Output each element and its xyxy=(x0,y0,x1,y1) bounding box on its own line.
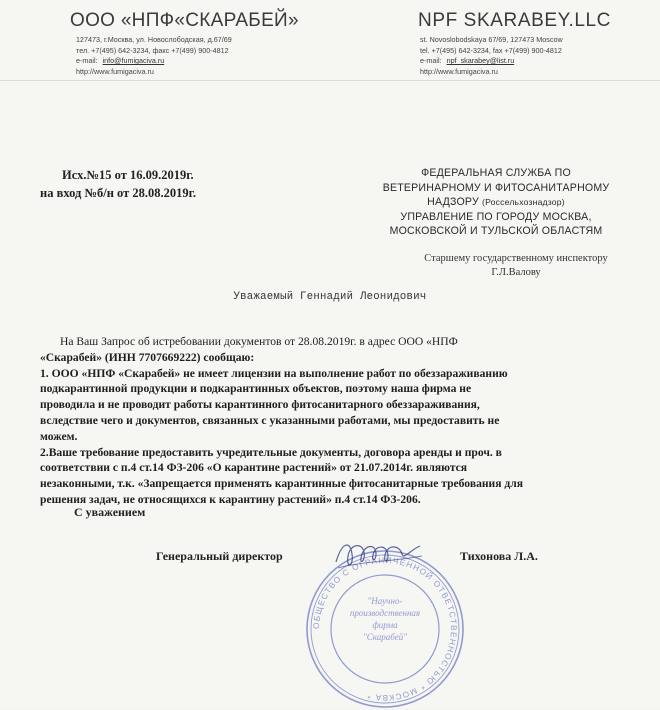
body-line: проводила и не проводит работы карантинного фитосанитарного обеззараживания, xyxy=(40,398,480,412)
attention-title: Старшему государственному инспектору xyxy=(424,253,608,264)
letterhead-en xyxy=(418,10,648,77)
email-link-en[interactable]: npf_skarabey@list.ru xyxy=(446,56,515,65)
addressee-block xyxy=(366,166,626,239)
incoming-number: на вход №б/н от 28.08.2019г. xyxy=(40,186,197,200)
attention-name: Г.Л.Валову xyxy=(491,266,541,278)
body-line: решения задач, не относящихся к карантину растений» п.4 ст.14 ФЗ-206. xyxy=(40,492,421,506)
body-line: подкарантинной продукции и подкарантинных объектов, поэтому наша фирма не xyxy=(40,382,472,396)
addressee-line: ФЕДЕРАЛЬНАЯ СЛУЖБА ПО xyxy=(421,167,571,179)
addressee-line xyxy=(366,195,626,210)
body-line: 1. ООО «НПФ «Скарабей» не имеет лицензии на выполнение работ по обеззараживанию xyxy=(40,366,508,380)
letterhead-divider xyxy=(0,80,660,81)
stamp-line: "Скарабей" xyxy=(362,632,408,642)
email-link-ru[interactable]: info@fumigaciva.ru xyxy=(102,56,165,65)
email-label-en: e-mail: xyxy=(420,56,442,65)
salutation: Уважаемый Геннадий Леонидович xyxy=(233,291,427,303)
address-ru: 127473, г.Москва, ул. Новослободская, д.67/69 xyxy=(76,35,232,44)
phone-ru: тел. +7(495) 642-3234, факс +7(499) 900-4812 xyxy=(76,45,229,55)
website-link-ru[interactable]: http://www.fumigaciva.ru xyxy=(76,66,154,76)
email-row-ru xyxy=(70,56,330,67)
letterhead-ru xyxy=(70,10,330,77)
body-line: На Ваш Запрос об истребовании документов от 28.08.2019г. в адрес ООО «НПФ xyxy=(60,335,458,348)
stamp-ring-text: ОБЩЕСТВО С ОГРАНИЧЕННОЙ ОТВЕТСТВЕННОСТЬЮ * МОСКВА * xyxy=(311,555,459,703)
addressee-line: УПРАВЛЕНИЕ ПО ГОРОДУ МОСКВА, xyxy=(400,210,592,223)
addressee-line: МОСКОВСКОЙ И ТУЛЬСКОЙ ОБЛАСТЯМ xyxy=(389,225,603,237)
stamp-line: фирма xyxy=(372,620,398,630)
addressee-line-abbr: (Россельхознадзор) xyxy=(482,197,565,207)
company-name-en: NPF SKARABEY.LLC xyxy=(418,10,611,31)
company-name-ru: ООО «НПФ«СКАРАБЕЙ» xyxy=(70,10,299,31)
stamp-line: производственная xyxy=(349,608,421,618)
email-row-en xyxy=(418,56,648,67)
phone-en: tel. +7(495) 642-3234, fax +7(499) 900-4812 xyxy=(420,45,562,55)
body-line: «Скарабей» (ИНН 7707669222) сообщаю: xyxy=(40,350,255,364)
signatory-role: Генеральный директор xyxy=(156,549,283,563)
signatory-name: Тихонова Л.А. xyxy=(460,549,538,563)
reference-block xyxy=(40,166,196,202)
address-en: st. Novoslobodskaya 67/69, 127473 Moscow xyxy=(420,35,563,44)
email-label-ru: e-mail: xyxy=(76,56,98,65)
letter-body xyxy=(40,334,625,508)
handwritten-signature xyxy=(328,532,428,580)
attention-block xyxy=(396,252,636,279)
body-line: 2.Ваше требование предоставить учредительные документы, договора аренды и проч. в xyxy=(40,445,502,459)
outgoing-number: Исх.№15 от 16.09.2019г. xyxy=(62,168,194,182)
website-link-en[interactable]: http://www.fumigaciva.ru xyxy=(420,66,498,76)
body-line: незаконными, т.к. «Запрещается применять карантинные фитосанитарные требования для xyxy=(40,477,524,491)
closing-phrase: С уважением xyxy=(74,505,146,519)
addressee-line: ВЕТЕРИНАРНОМУ И ФИТОСАНИТАРНОМУ xyxy=(382,181,610,194)
body-line: соответствии с п.4 ст.14 ФЗ-206 «О карантине растений» от 21.07.2014г. являются xyxy=(40,461,468,475)
body-line: вследствие чего и документов, связанных с указанными работами, мы предоставить не xyxy=(40,413,500,427)
addressee-line-main: НАДЗОРУ xyxy=(427,196,483,208)
stamp-line: "Научно- xyxy=(367,596,403,606)
body-line: можем. xyxy=(40,429,78,443)
